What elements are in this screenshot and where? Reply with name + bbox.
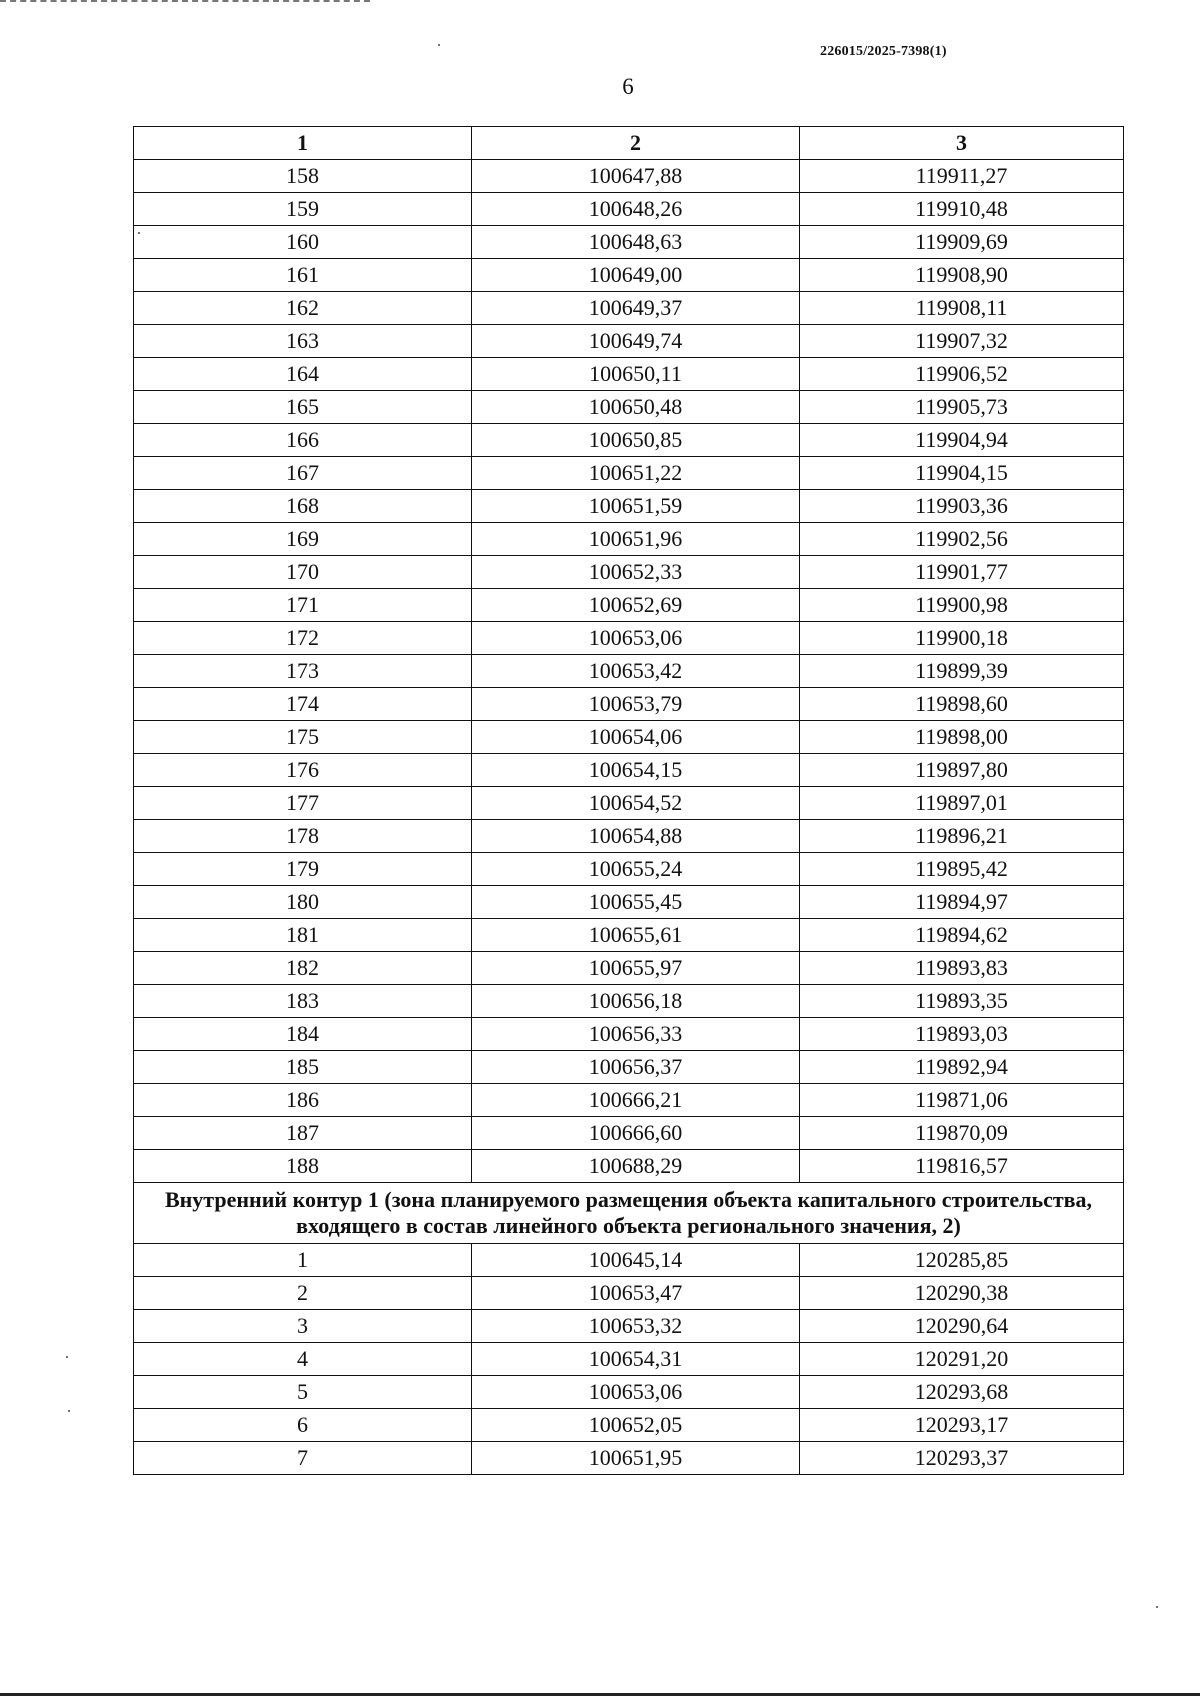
point-number-cell: 7 [134,1442,472,1475]
table-row [134,160,1124,193]
y-coordinate-cell: 119902,56 [800,523,1124,556]
point-number-cell: 168 [134,490,472,523]
column-header-3: 3 [800,127,1124,160]
y-coordinate-cell: 119903,36 [800,490,1124,523]
table-row [134,1150,1124,1183]
point-number-cell: 1 [134,1244,472,1277]
x-coordinate-cell: 100654,52 [472,787,800,820]
x-coordinate-cell: 100650,48 [472,391,800,424]
table-row [134,226,1124,259]
point-number-cell: 3 [134,1310,472,1343]
point-number-cell: 187 [134,1117,472,1150]
table-row [134,391,1124,424]
table-row [134,457,1124,490]
y-coordinate-cell: 119895,42 [800,853,1124,886]
table-row [134,655,1124,688]
x-coordinate-cell: 100654,06 [472,721,800,754]
x-coordinate-cell: 100651,95 [472,1442,800,1475]
point-number-cell: 183 [134,985,472,1018]
x-coordinate-cell: 100650,85 [472,424,800,457]
section-title: Внутренний контур 1 (зона планируемого размещения объекта капитального строительства, входящего в состав линейного объекта регионального значения, 2) [134,1183,1124,1244]
x-coordinate-cell: 100651,59 [472,490,800,523]
x-coordinate-cell: 100645,14 [472,1244,800,1277]
point-number-cell: 169 [134,523,472,556]
table-row [134,523,1124,556]
y-coordinate-cell: 119897,80 [800,754,1124,787]
point-number-cell: 175 [134,721,472,754]
y-coordinate-cell: 120293,37 [800,1442,1124,1475]
point-number-cell: 5 [134,1376,472,1409]
x-coordinate-cell: 100649,00 [472,259,800,292]
point-number-cell: 177 [134,787,472,820]
y-coordinate-cell: 120293,17 [800,1409,1124,1442]
point-number-cell: 167 [134,457,472,490]
table-row [134,1442,1124,1475]
point-number-cell: 163 [134,325,472,358]
y-coordinate-cell: 120293,68 [800,1376,1124,1409]
x-coordinate-cell: 100688,29 [472,1150,800,1183]
point-number-cell: 180 [134,886,472,919]
table-row [134,259,1124,292]
section-block [134,1183,1124,1244]
y-coordinate-cell: 119911,27 [800,160,1124,193]
y-coordinate-cell: 119893,35 [800,985,1124,1018]
point-number-cell: 158 [134,160,472,193]
table-row [134,952,1124,985]
y-coordinate-cell: 119906,52 [800,358,1124,391]
y-coordinate-cell: 119897,01 [800,787,1124,820]
main-rows [134,160,1124,1183]
y-coordinate-cell: 120285,85 [800,1244,1124,1277]
scan-speck [438,44,440,46]
point-number-cell: 188 [134,1150,472,1183]
point-number-cell: 162 [134,292,472,325]
table-row [134,589,1124,622]
table-row [134,1310,1124,1343]
column-header-1: 1 [134,127,472,160]
x-coordinate-cell: 100656,18 [472,985,800,1018]
y-coordinate-cell: 120290,38 [800,1277,1124,1310]
y-coordinate-cell: 119871,06 [800,1084,1124,1117]
table-row [134,919,1124,952]
y-coordinate-cell: 119907,32 [800,325,1124,358]
x-coordinate-cell: 100654,88 [472,820,800,853]
x-coordinate-cell: 100653,06 [472,622,800,655]
x-coordinate-cell: 100655,61 [472,919,800,952]
x-coordinate-cell: 100652,05 [472,1409,800,1442]
y-coordinate-cell: 119899,39 [800,655,1124,688]
table-row [134,787,1124,820]
table-row [134,325,1124,358]
point-number-cell: 171 [134,589,472,622]
x-coordinate-cell: 100648,26 [472,193,800,226]
point-number-cell: 181 [134,919,472,952]
table-row [134,721,1124,754]
y-coordinate-cell: 119894,62 [800,919,1124,952]
table-row [134,853,1124,886]
table-row [134,1376,1124,1409]
y-coordinate-cell: 119901,77 [800,556,1124,589]
table-row [134,193,1124,226]
point-number-cell: 166 [134,424,472,457]
y-coordinate-cell: 119893,03 [800,1018,1124,1051]
x-coordinate-cell: 100655,45 [472,886,800,919]
document-reference-number: 226015/2025-7398(1) [820,44,947,59]
x-coordinate-cell: 100648,63 [472,226,800,259]
table-row [134,1244,1124,1277]
section-rows [134,1244,1124,1475]
y-coordinate-cell: 119908,11 [800,292,1124,325]
y-coordinate-cell: 119908,90 [800,259,1124,292]
x-coordinate-cell: 100653,79 [472,688,800,721]
point-number-cell: 4 [134,1343,472,1376]
x-coordinate-cell: 100650,11 [472,358,800,391]
y-coordinate-cell: 119893,83 [800,952,1124,985]
table-row [134,1018,1124,1051]
table-row [134,1409,1124,1442]
point-number-cell: 186 [134,1084,472,1117]
x-coordinate-cell: 100656,33 [472,1018,800,1051]
y-coordinate-cell: 119909,69 [800,226,1124,259]
x-coordinate-cell: 100653,47 [472,1277,800,1310]
y-coordinate-cell: 119816,57 [800,1150,1124,1183]
y-coordinate-cell: 119904,94 [800,424,1124,457]
y-coordinate-cell: 119870,09 [800,1117,1124,1150]
x-coordinate-cell: 100649,74 [472,325,800,358]
y-coordinate-cell: 119905,73 [800,391,1124,424]
y-coordinate-cell: 120291,20 [800,1343,1124,1376]
table-header-row [134,127,1124,160]
point-number-cell: 178 [134,820,472,853]
point-number-cell: 184 [134,1018,472,1051]
x-coordinate-cell: 100652,69 [472,589,800,622]
x-coordinate-cell: 100655,97 [472,952,800,985]
table-row [134,1277,1124,1310]
coordinates-table [133,126,1124,1475]
x-coordinate-cell: 100666,21 [472,1084,800,1117]
x-coordinate-cell: 100649,37 [472,292,800,325]
x-coordinate-cell: 100653,06 [472,1376,800,1409]
table-row [134,820,1124,853]
table-row [134,424,1124,457]
point-number-cell: 176 [134,754,472,787]
scan-speck [68,1410,70,1412]
column-header-2: 2 [472,127,800,160]
y-coordinate-cell: 119894,97 [800,886,1124,919]
table-row [134,754,1124,787]
x-coordinate-cell: 100656,37 [472,1051,800,1084]
table-row [134,292,1124,325]
x-coordinate-cell: 100653,42 [472,655,800,688]
y-coordinate-cell: 119904,15 [800,457,1124,490]
point-number-cell: 2 [134,1277,472,1310]
y-coordinate-cell: 119900,98 [800,589,1124,622]
table-row [134,1343,1124,1376]
x-coordinate-cell: 100653,32 [472,1310,800,1343]
x-coordinate-cell: 100666,60 [472,1117,800,1150]
point-number-cell: 172 [134,622,472,655]
point-number-cell: 179 [134,853,472,886]
scan-speck [66,1356,68,1358]
x-coordinate-cell: 100647,88 [472,160,800,193]
point-number-cell: 165 [134,391,472,424]
scan-speck [138,232,140,234]
point-number-cell: 161 [134,259,472,292]
x-coordinate-cell: 100654,15 [472,754,800,787]
table-row [134,1084,1124,1117]
x-coordinate-cell: 100652,33 [472,556,800,589]
x-coordinate-cell: 100651,22 [472,457,800,490]
table-row [134,1051,1124,1084]
table-row [134,622,1124,655]
table-row [134,985,1124,1018]
y-coordinate-cell: 119898,60 [800,688,1124,721]
point-number-cell: 160 [134,226,472,259]
scan-speck [1156,1606,1158,1608]
x-coordinate-cell: 100654,31 [472,1343,800,1376]
table-row [134,688,1124,721]
page-number: 6 [622,74,634,99]
table-row [134,556,1124,589]
point-number-cell: 185 [134,1051,472,1084]
x-coordinate-cell: 100651,96 [472,523,800,556]
y-coordinate-cell: 119910,48 [800,193,1124,226]
point-number-cell: 182 [134,952,472,985]
y-coordinate-cell: 120290,64 [800,1310,1124,1343]
scan-edge-top [0,0,370,4]
y-coordinate-cell: 119896,21 [800,820,1124,853]
point-number-cell: 174 [134,688,472,721]
section-title-row [134,1183,1124,1244]
table-row [134,358,1124,391]
point-number-cell: 164 [134,358,472,391]
y-coordinate-cell: 119900,18 [800,622,1124,655]
table-row [134,1117,1124,1150]
point-number-cell: 170 [134,556,472,589]
point-number-cell: 159 [134,193,472,226]
y-coordinate-cell: 119898,00 [800,721,1124,754]
point-number-cell: 6 [134,1409,472,1442]
point-number-cell: 173 [134,655,472,688]
y-coordinate-cell: 119892,94 [800,1051,1124,1084]
table-row [134,886,1124,919]
x-coordinate-cell: 100655,24 [472,853,800,886]
table-row [134,490,1124,523]
